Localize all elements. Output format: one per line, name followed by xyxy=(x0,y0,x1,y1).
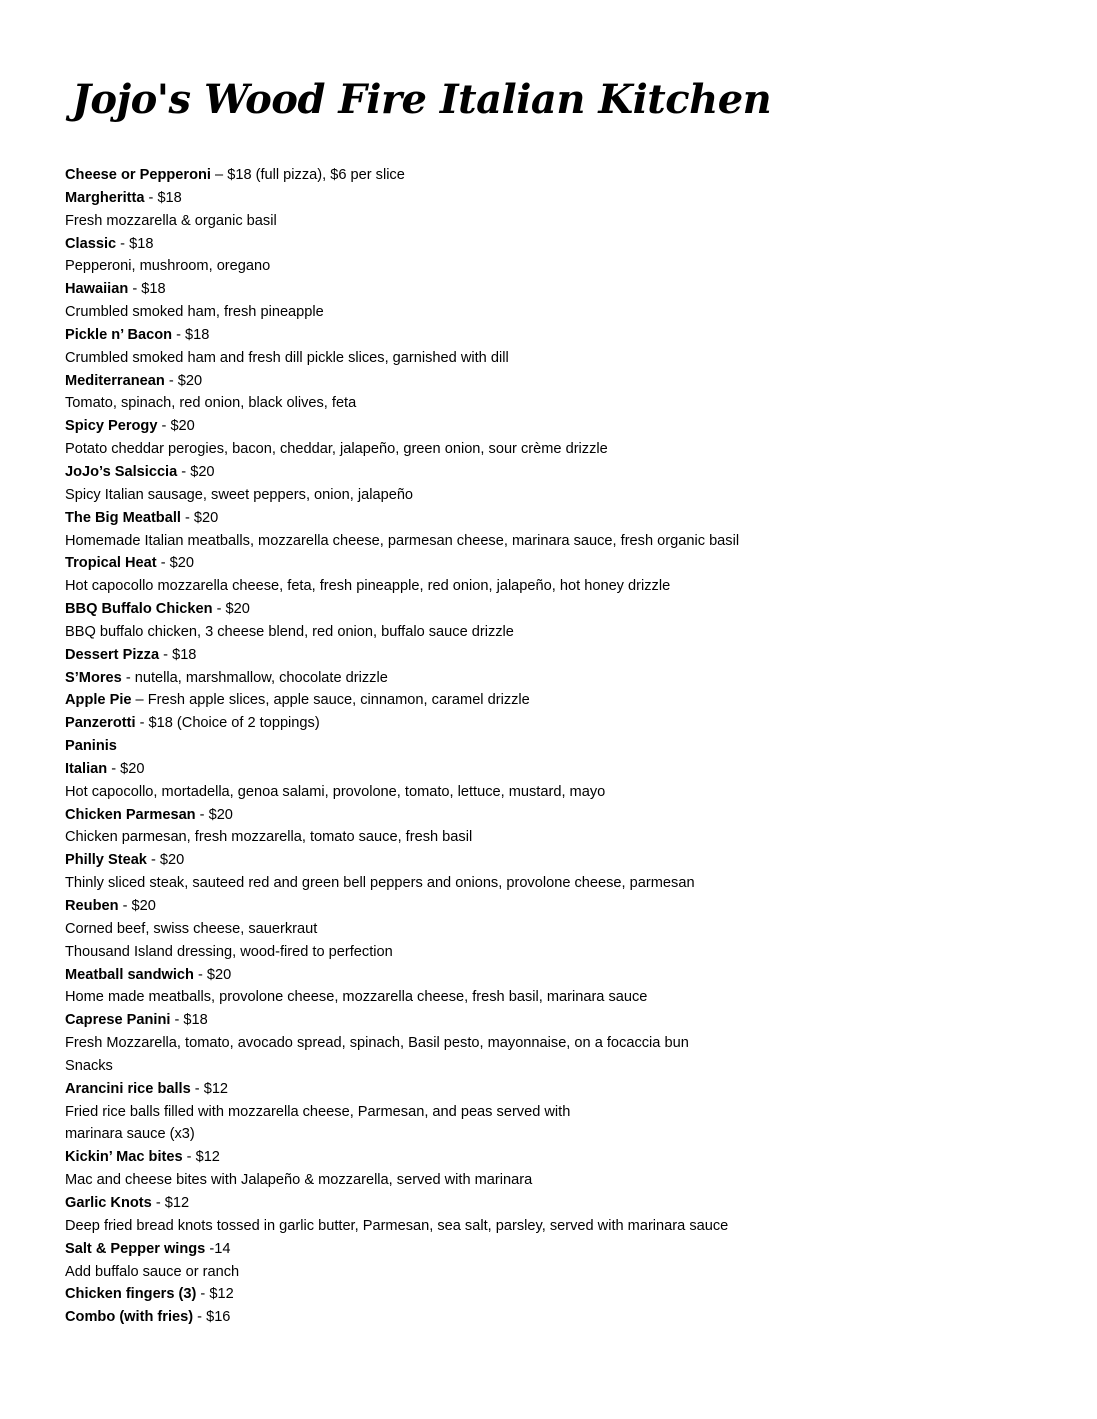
menu-item-price: - $20 xyxy=(146,852,185,869)
menu-item-name: Apple Pie xyxy=(65,692,132,709)
menu-item-description: Mac and cheese bites with Jalapeño & mozzarella, served with marinara xyxy=(65,1172,533,1189)
menu-item-name: Reuben xyxy=(65,898,119,914)
menu-item-line xyxy=(65,507,1065,530)
menu-item-price: - $20 xyxy=(195,806,233,823)
menu-description-line xyxy=(65,918,1065,941)
menu-description-line xyxy=(65,781,1065,804)
menu-item-price: - $20 xyxy=(164,372,203,389)
menu-description-line xyxy=(65,1261,1065,1284)
menu-item-price: - $12 xyxy=(182,1149,220,1166)
menu-item-price: - $12 xyxy=(196,1286,234,1303)
menu-item-description: Fresh Mozzarella, tomato, avocado spread, spinach, Basil pesto, mayonnaise, on a focaccia bun xyxy=(65,1035,689,1052)
menu-item-description: Snacks xyxy=(65,1057,113,1074)
menu-item-price: - $18 xyxy=(172,326,210,343)
menu-item-name: Caprese Panini xyxy=(65,1012,171,1029)
menu-item-price: - $20 xyxy=(157,418,195,435)
menu-description-line xyxy=(65,941,1065,964)
menu-item-name: Philly Steak xyxy=(65,852,147,869)
menu-item-line xyxy=(65,370,1065,393)
menu-item-name: Hawaiian xyxy=(65,281,129,298)
menu-item-description: Home made meatballs, provolone cheese, mozzarella cheese, fresh basil, marinara sauce xyxy=(65,989,648,1006)
menu-description-line xyxy=(65,347,1065,370)
menu-item-name: Mediterranean xyxy=(65,372,165,389)
menu-item-description: Add buffalo sauce or ranch xyxy=(65,1263,240,1280)
menu-description-line xyxy=(65,301,1065,324)
menu-item-description: Homemade Italian meatballs, mozzarella cheese, parmesan cheese, marinara sauce, fresh organic basil xyxy=(65,532,740,549)
menu-item-line xyxy=(65,1238,1065,1261)
menu-item-name: Italian xyxy=(65,760,108,777)
menu-item-price: - $12 xyxy=(151,1194,190,1211)
menu-item-price: - $20 xyxy=(193,966,232,983)
menu-item-name: Cheese or Pepperoni xyxy=(65,167,211,183)
menu-item-line xyxy=(65,552,1065,575)
menu-item-line xyxy=(65,278,1065,301)
menu-item-description: Fried rice balls filled with mozzarella cheese, Parmesan, and peas served with xyxy=(65,1103,571,1120)
menu-item-line xyxy=(65,804,1065,827)
menu-item-description: Crumbled smoked ham and fresh dill pickle slices, garnished with dill xyxy=(65,349,509,366)
menu-item-line xyxy=(65,644,1065,667)
menu-item-name: Pickle n’ Bacon xyxy=(65,326,173,343)
menu-item-line xyxy=(65,598,1065,621)
menu-item-name: Classic xyxy=(65,235,117,252)
menu-item-price: - $18 xyxy=(144,189,182,206)
menu-item-line xyxy=(65,187,1065,210)
menu-item-line xyxy=(65,1009,1065,1032)
menu-description-line xyxy=(65,1215,1065,1238)
menu-item-price: - $18 xyxy=(159,646,197,663)
menu-description-line xyxy=(65,1101,1065,1124)
menu-item-description: Tomato, spinach, red onion, black olives, feta xyxy=(65,395,357,412)
menu-item-line xyxy=(65,1306,1065,1329)
menu-item-name: Garlic Knots xyxy=(65,1194,152,1211)
menu-item-line xyxy=(65,233,1065,256)
menu-description-line xyxy=(65,210,1065,233)
menu-item-description: Corned beef, swiss cheese, sauerkraut xyxy=(65,920,318,937)
menu-list xyxy=(65,164,1065,1329)
menu-item-line xyxy=(65,1078,1065,1101)
menu-item-line xyxy=(65,461,1065,484)
menu-description-line xyxy=(65,986,1065,1009)
menu-item-description: Hot capocollo mozzarella cheese, feta, fresh pineapple, red onion, jalapeño, hot honey drizzle xyxy=(65,578,671,595)
menu-item-price: - nutella, marshmallow, chocolate drizzle xyxy=(121,669,388,686)
menu-item-price: - $18 xyxy=(116,235,154,252)
menu-item-price: - $20 xyxy=(107,760,145,777)
menu-description-line xyxy=(65,621,1065,644)
menu-item-price: - $18 xyxy=(128,281,166,298)
menu-item-line xyxy=(65,689,1065,712)
menu-description-line xyxy=(65,1055,1065,1078)
menu-item-description: Spicy Italian sausage, sweet peppers, onion, jalapeño xyxy=(65,486,414,503)
menu-item-description: Deep fried bread knots tossed in garlic butter, Parmesan, sea salt, parsley, served with marinara sauce xyxy=(65,1217,729,1234)
menu-item-description: BBQ buffalo chicken, 3 cheese blend, red onion, buffalo sauce drizzle xyxy=(65,623,514,640)
menu-item-description: Potato cheddar perogies, bacon, cheddar, jalapeño, green onion, sour crème drizzle xyxy=(65,441,608,458)
menu-item-price: - $18 xyxy=(170,1012,208,1029)
menu-item-description: Hot capocollo, mortadella, genoa salami, provolone, tomato, lettuce, mustard, mayo xyxy=(65,783,606,800)
menu-item-price: - $16 xyxy=(193,1309,231,1326)
menu-item-description: Chicken parmesan, fresh mozzarella, tomato sauce, fresh basil xyxy=(65,829,473,846)
menu-description-line xyxy=(65,530,1065,553)
menu-item-description: Crumbled smoked ham, fresh pineapple xyxy=(65,304,324,321)
menu-item-name: Chicken fingers (3) xyxy=(65,1286,197,1303)
menu-item-line xyxy=(65,415,1065,438)
menu-item-price: – Fresh apple slices, apple sauce, cinnamon, caramel drizzle xyxy=(131,692,530,709)
menu-item-price: -14 xyxy=(205,1240,231,1257)
menu-description-line xyxy=(65,826,1065,849)
menu-item-name: Chicken Parmesan xyxy=(65,806,196,823)
menu-item-line xyxy=(65,964,1065,987)
menu-item-description: Thousand Island dressing, wood-fired to perfection xyxy=(65,943,393,960)
menu-item-name: Combo (with fries) xyxy=(65,1309,194,1326)
menu-item-line xyxy=(65,667,1065,690)
menu-description-line xyxy=(65,255,1065,278)
menu-description-line xyxy=(65,1169,1065,1192)
menu-description-line xyxy=(65,575,1065,598)
menu-item-name: BBQ Buffalo Chicken xyxy=(65,601,213,618)
menu-item-name: The Big Meatball xyxy=(65,509,181,526)
menu-item-name: Kickin’ Mac bites xyxy=(65,1149,183,1166)
menu-item-name: Salt & Pepper wings xyxy=(65,1240,206,1257)
menu-item-name: Margheritta xyxy=(65,189,145,206)
menu-item-name: Meatball sandwich xyxy=(65,966,194,983)
menu-description-line xyxy=(65,872,1065,895)
menu-description-line xyxy=(65,392,1065,415)
menu-item-price: - $20 xyxy=(177,463,215,480)
menu-item-line xyxy=(65,735,1065,758)
menu-item-name: Paninis xyxy=(65,738,117,755)
menu-item-price: - $20 xyxy=(180,509,219,526)
menu-title: Jojo's Wood Fire Italian Kitchen xyxy=(72,76,772,123)
menu-item-name: S’Mores xyxy=(65,669,122,686)
menu-item-description: marinara sauce (x3) xyxy=(65,1126,195,1143)
menu-item-name: Panzerotti xyxy=(65,715,136,732)
menu-description-line xyxy=(65,1032,1065,1055)
menu-description-line xyxy=(65,438,1065,461)
menu-item-description: Fresh mozzarella & organic basil xyxy=(65,212,277,229)
menu-item-description: Thinly sliced steak, sauteed red and green bell peppers and onions, provolone cheese, parmesan xyxy=(65,875,695,892)
menu-item-price: - $20 xyxy=(156,555,194,572)
menu-item-price: - $20 xyxy=(212,601,250,618)
menu-item-line xyxy=(65,758,1065,781)
menu-item-line xyxy=(65,1192,1065,1215)
menu-item-description: Pepperoni, mushroom, oregano xyxy=(65,258,271,275)
menu-description-line xyxy=(65,484,1065,507)
menu-item-name: Arancini rice balls xyxy=(65,1080,191,1097)
menu-item-line xyxy=(65,164,1065,187)
menu-item-line xyxy=(65,849,1065,872)
menu-item-name: JoJo’s Salsiccia xyxy=(65,463,178,480)
menu-description-line xyxy=(65,1123,1065,1146)
menu-item-name: Tropical Heat xyxy=(65,555,157,572)
menu-item-name: Dessert Pizza xyxy=(65,646,160,663)
menu-item-price: – $18 (full pizza), $6 per slice xyxy=(210,167,405,183)
menu-item-line xyxy=(65,895,1065,918)
menu-item-price: - $18 (Choice of 2 toppings) xyxy=(135,715,320,732)
menu-item-line xyxy=(65,324,1065,347)
menu-item-price: - $12 xyxy=(190,1080,229,1097)
menu-item-price: - $20 xyxy=(118,898,156,914)
menu-item-name: Spicy Perogy xyxy=(65,418,158,435)
menu-item-line xyxy=(65,1146,1065,1169)
menu-item-line xyxy=(65,1283,1065,1306)
menu-item-line xyxy=(65,712,1065,735)
